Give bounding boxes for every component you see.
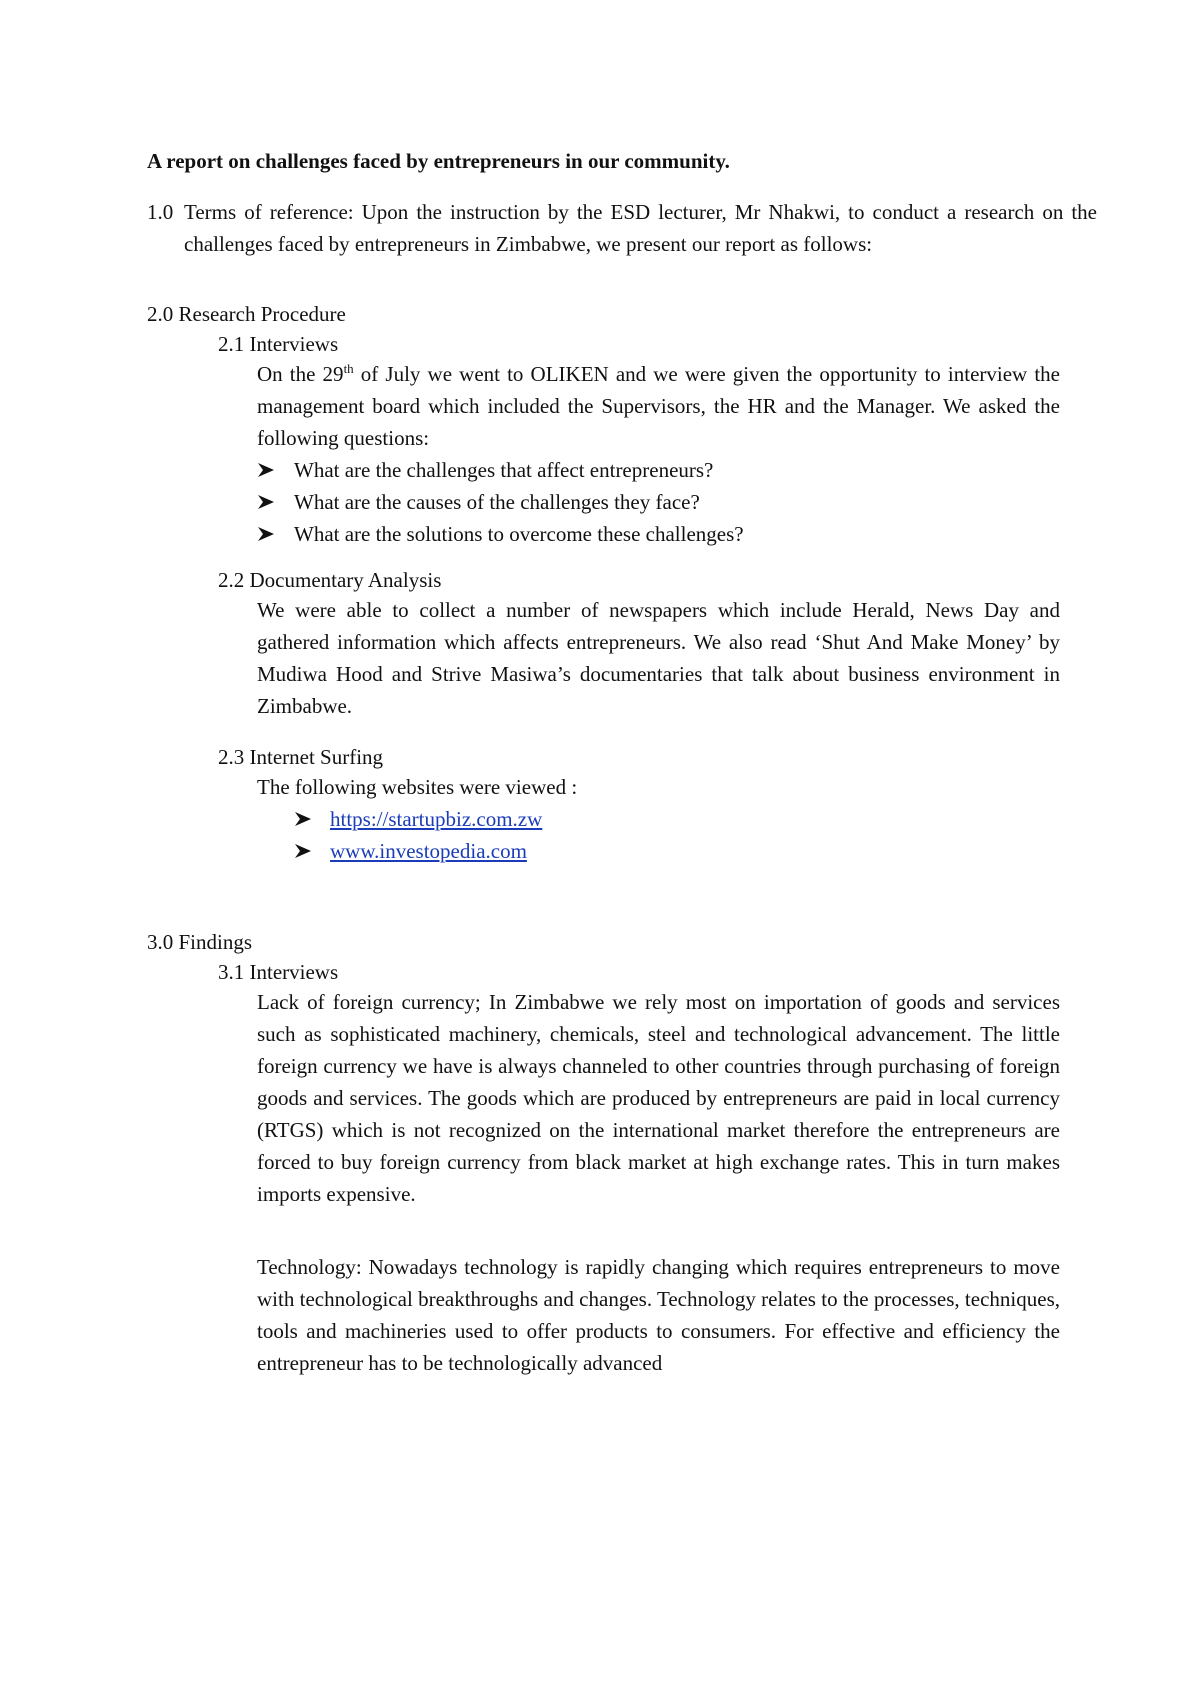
findings-technology-paragraph: Technology: Nowadays technology is rapidly changing which requires entrepreneurs to move with technological breakthroughs and changes. Technology relates to the processes, techniques, tools and machineries used to offer products to consumers. For effective and efficiency the entrepreneur has to be technologically advanced — [257, 1255, 1060, 1375]
startupbiz-link[interactable]: https://startupbiz.com.zw — [330, 807, 543, 831]
terms-text: Terms of reference: Upon the instruction by the ESD lecturer, Mr Nhakwi, to conduct a research on the challenges faced by entrepreneurs in Zimbabwe, we present our report as follows: — [184, 200, 1097, 256]
list-item: What are the solutions to overcome these challenges? — [257, 518, 1060, 550]
list-item: What are the challenges that affect entrepreneurs? — [257, 454, 1060, 486]
list-item — [257, 835, 1060, 867]
list-item: What are the causes of the challenges they face? — [257, 486, 1060, 518]
terms-number: 1.0 — [147, 200, 174, 224]
findings-foreign-currency-paragraph: Lack of foreign currency; In Zimbabwe we rely most on importation of goods and services such as sophisticated machinery, chemicals, steel and technological advancement. The little foreign currency we have is always channeled to other countries through purchasing of foreign goods and services. The goods which are produced by entrepreneurs are paid in local currency (RTGS) which is not recognized on the international market therefore the entrepreneurs are forced to buy foreign currency from black market at high exchange rates. This in turn makes imports expensive. — [257, 990, 1060, 1206]
terms-of-reference — [147, 196, 1097, 260]
interviews-subheading: 2.1 Interviews — [218, 332, 339, 356]
arrow-bullet-icon — [257, 462, 275, 478]
arrow-bullet-icon — [294, 843, 312, 859]
findings-interviews-subheading: 3.1 Interviews — [218, 960, 339, 984]
internet-surfing-section — [257, 771, 1060, 867]
arrow-bullet-icon — [294, 811, 312, 827]
interviews-section — [257, 358, 1060, 550]
findings-heading: 3.0 Findings — [147, 930, 253, 954]
interviews-paragraph: On the 29th of July we went to OLIKEN and we were given the opportunity to interview the management board which included the Supervisors, the HR and the Manager. We asked the following questions: — [257, 361, 1060, 450]
arrow-bullet-icon — [257, 526, 275, 542]
questions-list — [257, 454, 1060, 550]
research-procedure-heading: 2.0 Research Procedure — [147, 302, 346, 326]
arrow-bullet-icon — [257, 494, 275, 510]
websites-intro: The following websites were viewed : — [257, 775, 578, 799]
list-item — [257, 803, 1060, 835]
websites-list — [257, 803, 1060, 867]
documentary-analysis-subheading: 2.2 Documentary Analysis — [218, 568, 442, 592]
documentary-analysis-paragraph: We were able to collect a number of newspapers which include Herald, News Day and gathered information which affects entrepreneurs. We also read ‘Shut And Make Money’ by Mudiwa Hood and Strive Masiwa’s documentaries that talk about business environment in Zimbabwe. — [257, 598, 1060, 718]
investopedia-link[interactable]: www.investopedia.com — [330, 839, 527, 863]
report-title: A report on challenges faced by entrepreneurs in our community. — [147, 149, 730, 173]
internet-surfing-subheading: 2.3 Internet Surfing — [218, 745, 384, 769]
